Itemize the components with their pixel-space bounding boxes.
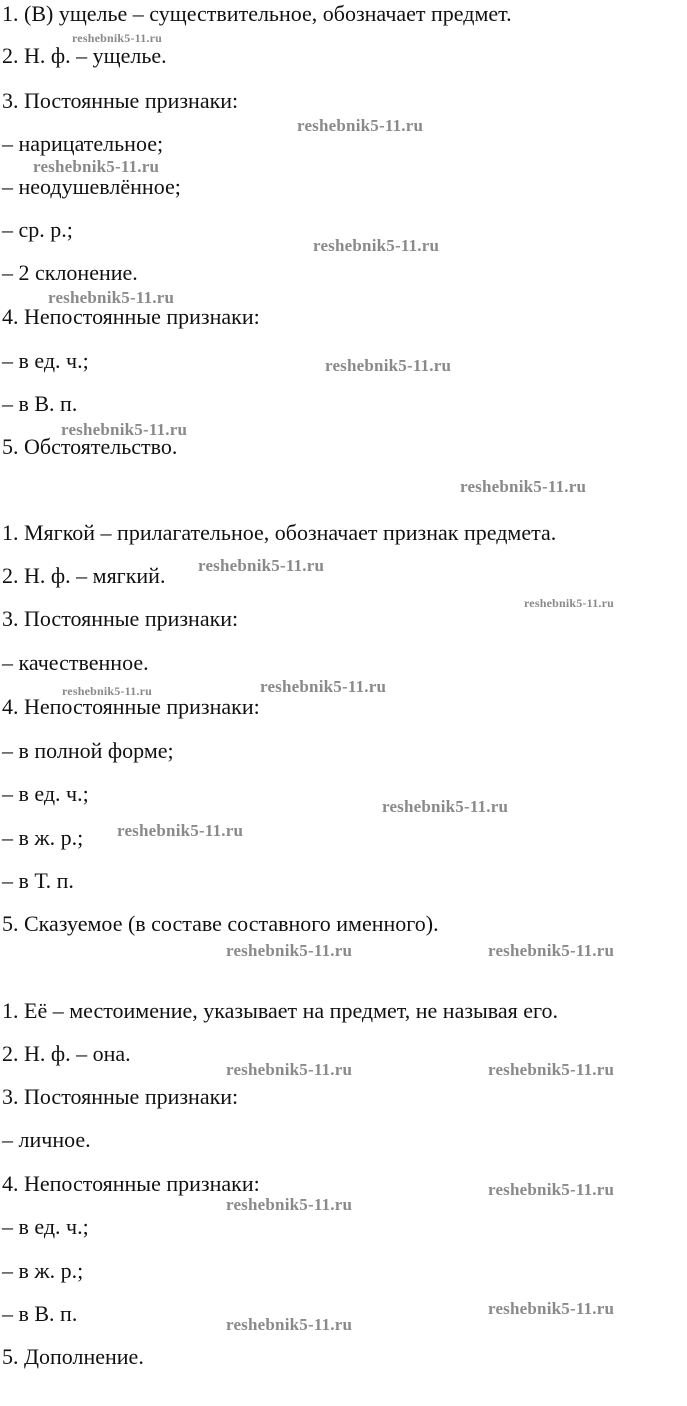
watermark: reshebnik5-11.ru <box>313 236 440 255</box>
block-1-line-6: – ср. р.; <box>2 217 73 242</box>
watermark: reshebnik5-11.ru <box>226 1195 353 1214</box>
block-3-line-1: 1. Её – местоимение, указывает на предмет, не называя его. <box>2 998 559 1023</box>
block-2-line-3: 3. Постоянные признаки: <box>2 606 239 631</box>
watermark: reshebnik5-11.ru <box>524 596 614 610</box>
block-1-line-5: – неодушевлённое; <box>2 174 181 199</box>
block-3-line-9: 5. Дополнение. <box>2 1344 144 1369</box>
watermark: reshebnik5-11.ru <box>226 941 353 960</box>
block-1-line-1: 1. (В) ущелье – существительное, обозначает предмет. <box>2 1 512 26</box>
block-1-line-7: – 2 склонение. <box>2 260 138 285</box>
watermark: reshebnik5-11.ru <box>117 821 244 840</box>
block-2-line-1: 1. Мягкой – прилагательное, обозначает признак предмета. <box>2 520 557 545</box>
watermark: reshebnik5-11.ru <box>488 941 615 960</box>
watermark: reshebnik5-11.ru <box>382 797 509 816</box>
watermark: reshebnik5-11.ru <box>260 677 387 696</box>
block-2-line-9: – в Т. п. <box>2 868 74 893</box>
watermark: reshebnik5-11.ru <box>48 288 175 307</box>
block-2-line-4: – качественное. <box>2 650 149 675</box>
watermark: reshebnik5-11.ru <box>72 31 162 45</box>
watermark: reshebnik5-11.ru <box>297 116 424 135</box>
block-2-line-10: 5. Сказуемое (в составе составного именного). <box>2 911 439 936</box>
block-2-line-2: 2. Н. ф. – мягкий. <box>2 563 166 588</box>
block-1-line-11: 5. Обстоятельство. <box>2 434 178 459</box>
block-2-line-7: – в ед. ч.; <box>2 781 89 806</box>
watermark: reshebnik5-11.ru <box>226 1060 353 1079</box>
block-1-line-3: 3. Постоянные признаки: <box>2 88 239 113</box>
block-1-line-2: 2. Н. ф. – ущелье. <box>2 43 167 68</box>
watermark: reshebnik5-11.ru <box>62 684 152 698</box>
block-3-line-7: – в ж. р.; <box>2 1258 84 1283</box>
block-3-line-5: 4. Непостоянные признаки: <box>2 1171 260 1196</box>
watermark: reshebnik5-11.ru <box>325 356 452 375</box>
block-3-line-2: 2. Н. ф. – она. <box>2 1041 131 1066</box>
watermark: reshebnik5-11.ru <box>488 1299 615 1318</box>
block-2-line-6: – в полной форме; <box>2 738 174 763</box>
block-3-line-4: – личное. <box>2 1127 91 1152</box>
watermark: reshebnik5-11.ru <box>198 556 325 575</box>
watermark: reshebnik5-11.ru <box>33 157 160 176</box>
watermark: reshebnik5-11.ru <box>488 1180 615 1199</box>
watermark: reshebnik5-11.ru <box>460 477 587 496</box>
block-2-line-5: 4. Непостоянные признаки: <box>2 694 260 719</box>
block-3-line-6: – в ед. ч.; <box>2 1214 89 1239</box>
watermark: reshebnik5-11.ru <box>226 1315 353 1334</box>
block-1-line-8: 4. Непостоянные признаки: <box>2 304 260 329</box>
block-1-line-4: – нарицательное; <box>2 131 164 156</box>
watermark: reshebnik5-11.ru <box>488 1060 615 1079</box>
block-3-line-8: – в В. п. <box>2 1301 78 1326</box>
block-1-line-9: – в ед. ч.; <box>2 348 89 373</box>
block-3-line-3: 3. Постоянные признаки: <box>2 1084 239 1109</box>
block-2-line-8: – в ж. р.; <box>2 825 84 850</box>
block-1-line-10: – в В. п. <box>2 391 78 416</box>
watermark: reshebnik5-11.ru <box>61 420 188 439</box>
